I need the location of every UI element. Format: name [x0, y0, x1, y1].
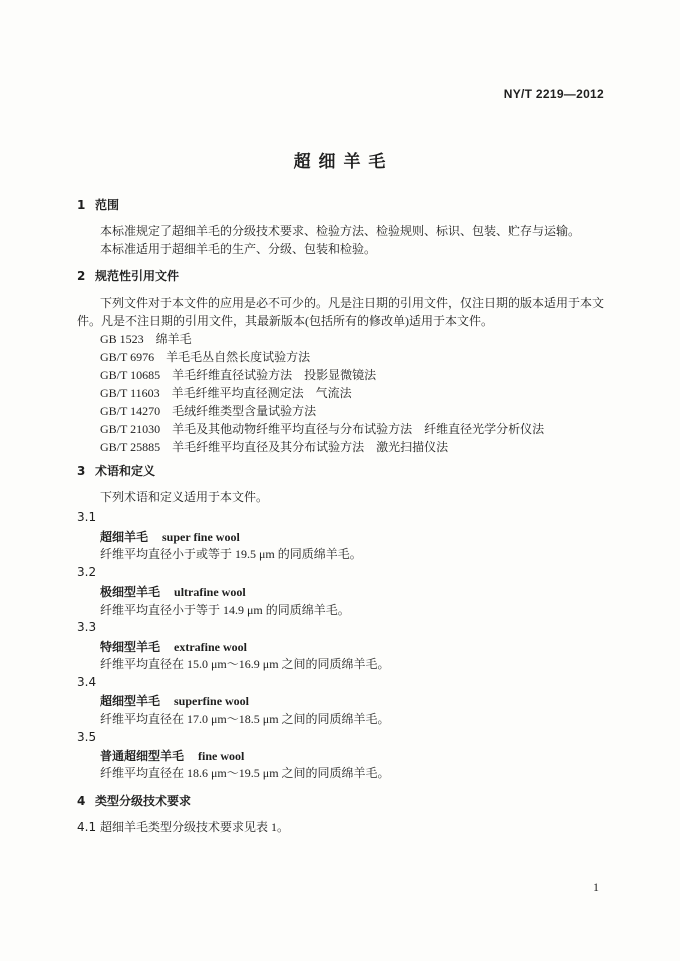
term-definition: 纤维平均直径小于或等于 19.5 μm 的同质绵羊毛。: [100, 547, 362, 561]
reference-title: 毛绒纤维类型含量试验方法: [172, 404, 317, 418]
term-zh: 超细羊毛: [100, 530, 149, 544]
references-intro-line-1: 下列文件对于本文件的应用是必不可少的。凡是注日期的引用文件，仅注日期的版本适用于本文: [100, 296, 605, 310]
term-zh: 超细型羊毛: [100, 694, 161, 708]
reference-title: 羊毛纤维平均直径及其分布试验方法 激光扫描仪法: [172, 440, 449, 454]
reference-code: GB/T 14270: [100, 404, 161, 418]
reference-title: 羊毛纤维直径试验方法 投影显微镜法: [172, 368, 377, 382]
term-number: 3.1: [77, 510, 97, 524]
term-number: 3.5: [77, 730, 97, 744]
term-definition: 纤维平均直径小于等于 14.9 μm 的同质绵羊毛。: [100, 603, 350, 617]
section-1-number: 1: [77, 198, 86, 212]
term-heading: [100, 748, 244, 764]
reference-title: 绵羊毛: [155, 332, 192, 346]
section-1-heading: 范围: [95, 198, 120, 212]
reference-item: [100, 349, 310, 365]
term-definition: 纤维平均直径在 18.6 μm～19.5 μm 之间的同质绵羊毛。: [100, 766, 390, 780]
reference-code: GB/T 21030: [100, 422, 161, 436]
references-intro-line-2: 件。凡是不注日期的引用文件，其最新版本(包括所有的修改单)适用于本文件。: [77, 314, 493, 328]
term-en: fine wool: [198, 749, 245, 763]
section-3-heading: 术语和定义: [95, 464, 156, 478]
term-zh: 普通超细型羊毛: [100, 749, 185, 763]
term-en: extrafine wool: [174, 640, 247, 654]
term-heading: [100, 584, 246, 600]
section-2-number: 2: [77, 269, 86, 283]
term-definition: 纤维平均直径在 17.0 μm～18.5 μm 之间的同质绵羊毛。: [100, 712, 390, 726]
term-heading: [100, 693, 249, 709]
term-en: superfine wool: [174, 694, 250, 708]
reference-item: [100, 367, 376, 383]
section-3-number: 3: [77, 464, 86, 478]
reference-item: [100, 439, 448, 455]
document-title: 超 细 羊 毛: [293, 152, 387, 172]
page-number: 1: [593, 880, 599, 894]
reference-item: [100, 385, 352, 401]
term-number: 3.2: [77, 565, 97, 579]
scope-paragraph-2: 本标准适用于超细羊毛的生产、分级、包装和检验。: [100, 242, 377, 256]
reference-item: [100, 421, 544, 437]
standard-number: NY/T 2219—2012: [503, 87, 604, 101]
reference-title: 羊毛及其他动物纤维平均直径与分布试验方法 纤维直径光学分析仪法: [172, 422, 545, 436]
term-zh: 极细型羊毛: [100, 585, 161, 599]
reference-code: GB/T 11603: [100, 386, 160, 400]
reference-code: GB/T 6976: [100, 350, 155, 364]
terms-intro: 下列术语和定义适用于本文件。: [100, 490, 269, 504]
reference-code: GB 1523: [100, 332, 144, 346]
reference-item: [100, 403, 316, 419]
section-4-heading: 类型分级技术要求: [95, 794, 192, 808]
term-heading: [100, 529, 240, 545]
term-en: super fine wool: [162, 530, 240, 544]
reference-code: GB/T 25885: [100, 440, 161, 454]
clause-4-1-number: 4.1: [77, 820, 97, 834]
term-en: ultrafine wool: [174, 585, 246, 599]
reference-item: [100, 331, 192, 347]
reference-code: GB/T 10685: [100, 368, 161, 382]
section-4-number: 4: [77, 794, 86, 808]
term-number: 3.3: [77, 620, 97, 634]
reference-title: 羊毛纤维平均直径测定法 气流法: [171, 386, 352, 400]
term-definition: 纤维平均直径在 15.0 μm～16.9 μm 之间的同质绵羊毛。: [100, 657, 390, 671]
clause-4-1-text: 超细羊毛类型分级技术要求见表 1。: [100, 820, 290, 834]
term-heading: [100, 639, 247, 655]
scope-paragraph-1: 本标准规定了超细羊毛的分级技术要求、检验方法、检验规则、标识、包装、贮存与运输。: [100, 224, 581, 238]
term-number: 3.4: [77, 675, 97, 689]
term-zh: 特细型羊毛: [100, 640, 161, 654]
reference-title: 羊毛毛丛自然长度试验方法: [166, 350, 311, 364]
section-2-heading: 规范性引用文件: [95, 269, 180, 283]
